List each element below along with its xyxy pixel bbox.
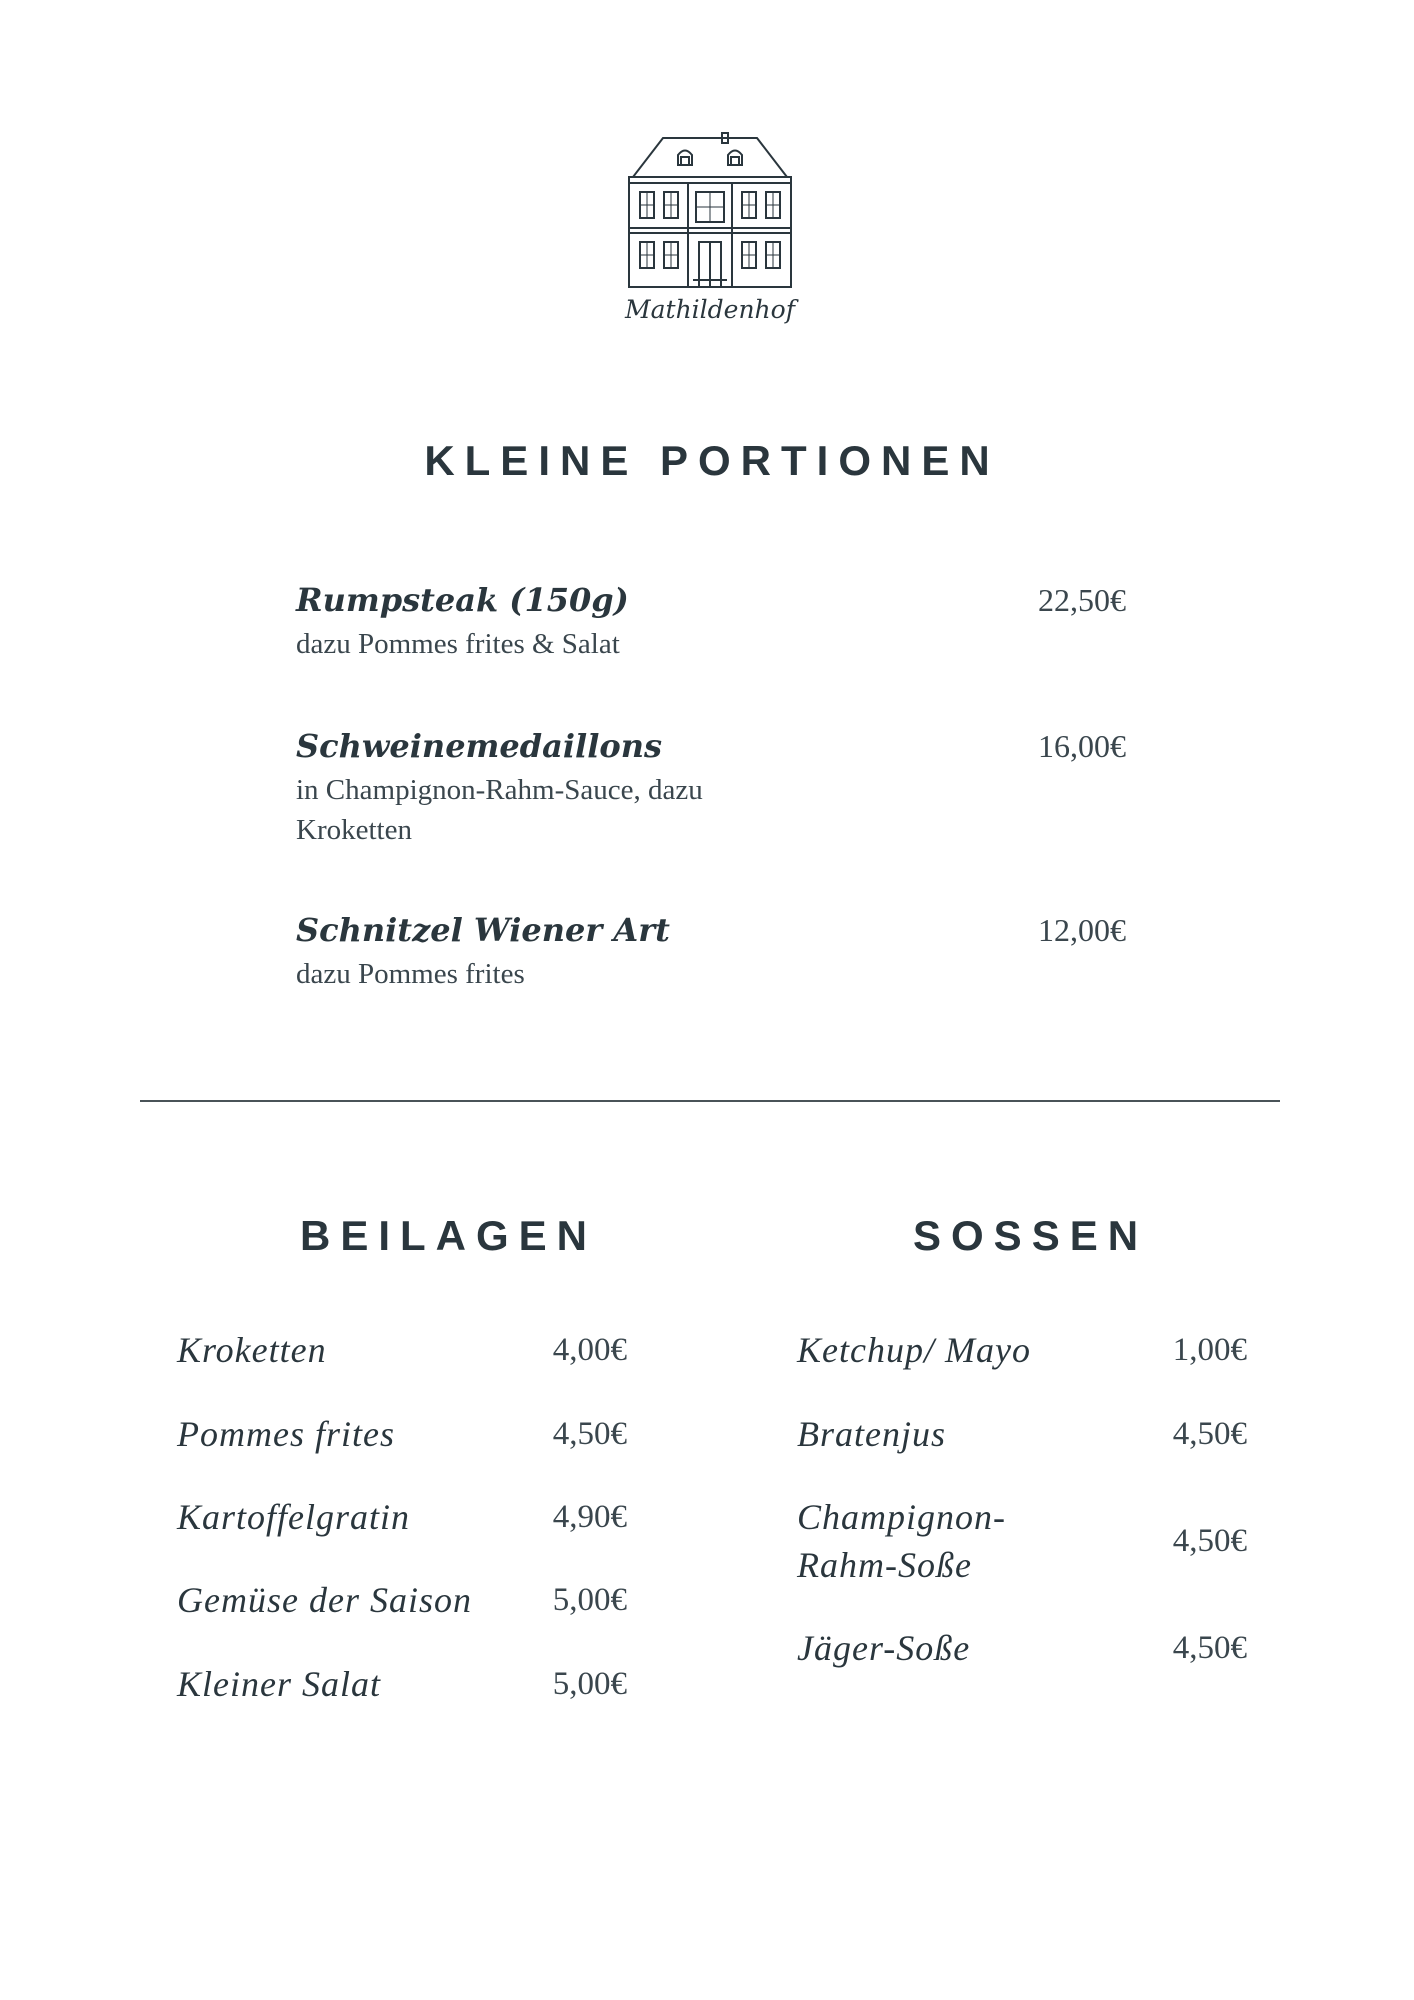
menu-item — [296, 910, 1126, 994]
logo — [615, 130, 805, 340]
dish-price: 16,00€ — [1038, 728, 1126, 764]
dish-description: dazu Pommes frites & Salat — [296, 628, 620, 660]
menu-item — [296, 580, 1126, 664]
item-name: Ketchup/ Mayo — [797, 1330, 1031, 1370]
item-name: Kartoffelgratin — [177, 1497, 411, 1537]
section-title-beilagen: BEILAGEN — [300, 1212, 598, 1259]
dish-name: Schweinemedaillons — [296, 727, 662, 765]
item-name: Jäger-Soße — [797, 1628, 971, 1668]
list-item — [177, 1558, 627, 1642]
list-item — [177, 1392, 627, 1476]
list-item — [177, 1308, 627, 1392]
item-name: Pommes frites — [177, 1414, 395, 1454]
item-price: 4,50€ — [552, 1416, 627, 1452]
item-price: 5,00€ — [552, 1666, 627, 1702]
item-name: Kleiner Salat — [177, 1664, 381, 1704]
item-name: Bratenjus — [797, 1414, 946, 1454]
dish-price: 12,00€ — [1038, 912, 1126, 948]
item-price: 4,50€ — [1172, 1630, 1247, 1666]
item-price: 4,00€ — [552, 1332, 627, 1368]
section-divider — [140, 1100, 1280, 1102]
list-item — [797, 1392, 1247, 1476]
dish-description: in Champignon-Rahm-Sauce, dazu Kroketten — [296, 774, 703, 846]
section-title-sossen: SOSSEN — [913, 1212, 1149, 1259]
manor-house-icon — [615, 130, 805, 340]
dish-price: 22,50€ — [1038, 582, 1126, 618]
item-price: 1,00€ — [1172, 1332, 1247, 1368]
dish-description: dazu Pommes frites — [296, 958, 525, 990]
item-price: 5,00€ — [552, 1582, 627, 1618]
item-name: Champignon-Rahm-Soße — [797, 1497, 1006, 1585]
item-name: Kroketten — [177, 1330, 327, 1370]
list-item — [797, 1308, 1247, 1392]
beilagen-list — [177, 1308, 627, 1726]
dish-name: Rumpsteak (150g) — [296, 581, 629, 619]
list-item — [797, 1476, 1247, 1606]
item-price: 4,90€ — [552, 1499, 627, 1535]
sossen-list — [797, 1308, 1247, 1690]
logo-text: Mathildenhof — [625, 295, 795, 324]
list-item — [177, 1642, 627, 1726]
item-price: 4,50€ — [1172, 1416, 1247, 1452]
list-item — [797, 1606, 1247, 1690]
item-price: 4,50€ — [1172, 1523, 1247, 1559]
dish-name: Schnitzel Wiener Art — [296, 911, 670, 949]
item-name: Gemüse der Saison — [177, 1580, 472, 1620]
menu-item — [296, 726, 1126, 850]
section-title-kleine-portionen: KLEINE PORTIONEN — [424, 437, 1000, 484]
list-item — [177, 1476, 627, 1558]
